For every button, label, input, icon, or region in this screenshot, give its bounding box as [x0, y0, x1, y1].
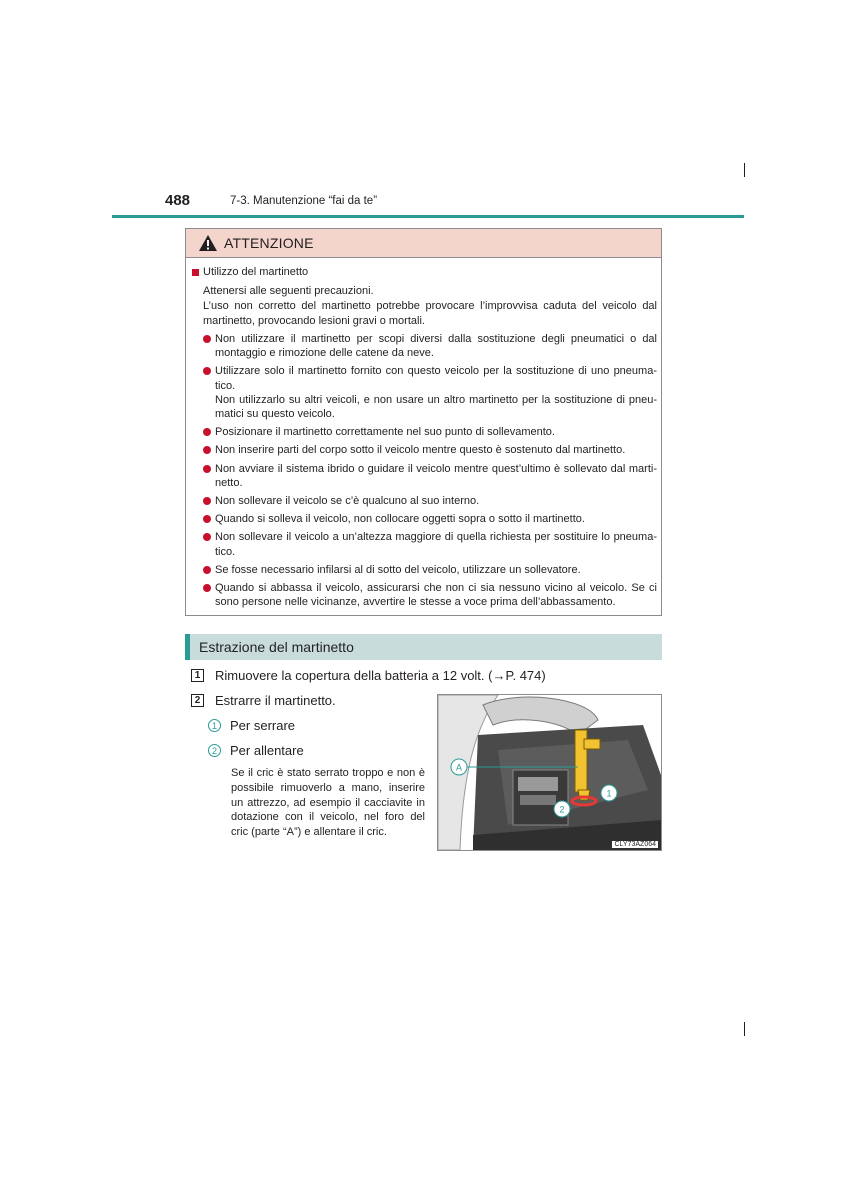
- warning-heading-text: Utilizzo del martinetto: [203, 266, 309, 278]
- warning-box: [185, 228, 662, 616]
- trunk-jack-drawing: [438, 695, 661, 850]
- bullet-icon: [203, 465, 211, 473]
- bullet-icon: [203, 497, 211, 505]
- section-title: 7-3. Manutenzione “fai da te”: [230, 195, 378, 207]
- step-number: 1: [191, 669, 204, 682]
- warning-item: Non sollevare il veicolo a un’altezza maggiore di quella richiesta per sostituire lo pneumatico.: [203, 530, 657, 558]
- jack-illustration: [437, 694, 662, 851]
- callout-a-label: A: [455, 762, 463, 773]
- warning-intro-line: L’uso non corretto del martinetto potrebbe provocare l’improvvisa caduta del veicolo dal martinetto, provocando lesioni gravi o mortali.: [203, 300, 657, 327]
- bullet-icon: [203, 446, 211, 454]
- bullet-icon: [203, 566, 211, 574]
- bullet-icon: [203, 335, 211, 343]
- warning-heading: [192, 266, 308, 278]
- square-bullet-icon: [192, 269, 199, 276]
- page-number: 488: [165, 192, 191, 209]
- action-text: Per allentare: [230, 743, 304, 758]
- action-loosen: [208, 743, 304, 758]
- action-text: Per serrare: [230, 718, 296, 733]
- step-1: [191, 668, 546, 683]
- bullet-icon: [203, 367, 211, 375]
- circled-number-icon: 2: [208, 744, 221, 757]
- step-text: Estrarre il martinetto.: [215, 693, 336, 708]
- warning-item: Non utilizzare il martinetto per scopi diversi dalla sostituzione degli pneumatici o dal montaggio e rimozione delle catene da neve.: [203, 332, 657, 360]
- warning-intro: [203, 284, 657, 329]
- warning-item: Non avviare il sistema ibrido o guidare il veicolo mentre quest’ultimo è sollevato dal martinetto.: [203, 462, 657, 490]
- warning-item: Non sollevare il veicolo se c’è qualcuno al suo interno.: [203, 494, 657, 508]
- subsection-title: Estrazione del martinetto: [199, 639, 354, 655]
- warning-list: [203, 332, 657, 613]
- action-tighten: [208, 718, 295, 733]
- warning-item: Posizionare il martinetto correttamente nel suo punto di sollevamento.: [203, 425, 657, 439]
- step-text: Rimuovere la copertura della batteria a 12 volt. (→P. 474): [215, 668, 546, 683]
- warning-title: ATTENZIONE: [224, 235, 314, 251]
- figure-code: CLY73AZ064: [614, 841, 656, 848]
- bullet-icon: [203, 584, 211, 592]
- warning-header: [186, 229, 661, 258]
- warning-item: Quando si abbassa il veicolo, assicurarsi che non ci sia nessuno vicino al veicolo. Se ci sono persone nelle vicinanze, avvertire le stesse a voce prima dell’abbassamento.: [203, 581, 657, 609]
- bullet-icon: [203, 533, 211, 541]
- warning-item: Utilizzare solo il martinetto fornito con questo veicolo per la sostituzione di uno pneumatico. Non utilizzarlo su altri veicoli, e non usare un altro martinetto per la sostituzione di pneumatici su questo veicolo.: [203, 364, 657, 421]
- subsection-title-bar: [185, 634, 662, 660]
- warning-intro-line: Attenersi alle seguenti precauzioni.: [203, 285, 374, 297]
- warning-item: Non inserire parti del corpo sotto il veicolo mentre questo è sostenuto dal martinetto.: [203, 443, 657, 457]
- header-rule: [112, 215, 744, 218]
- crop-mark-bottom: [744, 1022, 745, 1036]
- warning-item: Se fosse necessario infilarsi al di sotto del veicolo, utilizzare un sollevatore.: [203, 563, 657, 577]
- crop-mark-top: [744, 163, 745, 177]
- warning-triangle-icon: [198, 234, 218, 252]
- callout-1-label: 1: [606, 788, 612, 799]
- circled-number-icon: 1: [208, 719, 221, 732]
- bullet-icon: [203, 428, 211, 436]
- step-2: [191, 693, 336, 708]
- step-number: 2: [191, 694, 204, 707]
- warning-item: Quando si solleva il veicolo, non collocare oggetti sopra o sotto il martinetto.: [203, 512, 657, 526]
- callout-2-label: 2: [559, 804, 565, 815]
- note-text: Se il cric è stato serrato troppo e non è possibile rimuoverlo a mano, inserire un attrezzo, ad esempio il cacciavite in dotazione con il veicolo, nel foro del cric (parte “A”) e allentare il cric.: [231, 767, 425, 839]
- bullet-icon: [203, 515, 211, 523]
